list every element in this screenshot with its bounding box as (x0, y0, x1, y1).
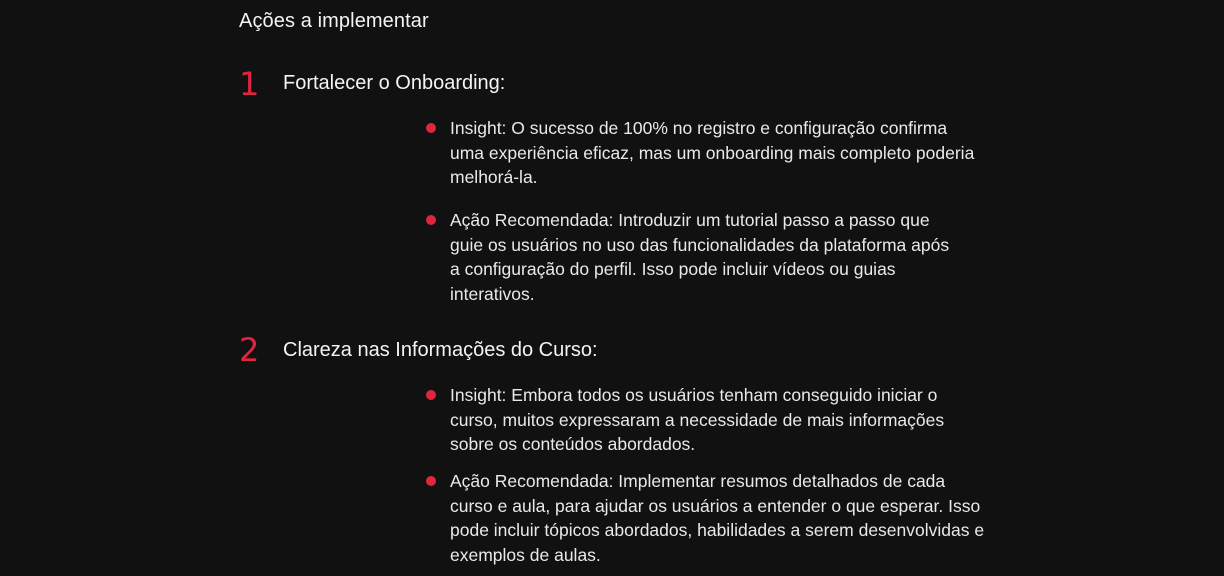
bullet-text: Ação Recomendada: Introduzir um tutorial passo a passo que guie os usuários no uso das funcionalidades da plataforma após a configuração do perfil. Isso pode incluir vídeos ou guias interativos. (450, 210, 950, 304)
bullet-dot-icon (426, 390, 436, 400)
bullet-text: Insight: Embora todos os usuários tenham conseguido iniciar o curso, muitos expressaram a necessidade de mais informações sobre os conteúdos abordados. (450, 385, 945, 454)
section-title: Clareza nas Informações do Curso: (283, 339, 598, 361)
bullet-dot-icon (426, 215, 436, 225)
page-heading: Ações a implementar (239, 10, 429, 32)
bullet-dot-icon (426, 123, 436, 133)
bullet-text: Insight: O sucesso de 100% no registro e configuração confirma uma experiência eficaz, mas um onboarding mais completo poderia melhorá-la. (450, 118, 975, 187)
section-number: 1 (239, 65, 260, 103)
section-title: Fortalecer o Onboarding: (283, 72, 506, 94)
section-number: 2 (239, 331, 260, 369)
bullet-text: Ação Recomendada: Implementar resumos detalhados de cada curso e aula, para ajudar os usuários a entender o que esperar. Isso pode incluir tópicos abordados, habilidades a serem desenvolvidas e exemplos de aulas. (450, 471, 985, 565)
bullet-dot-icon (426, 476, 436, 486)
